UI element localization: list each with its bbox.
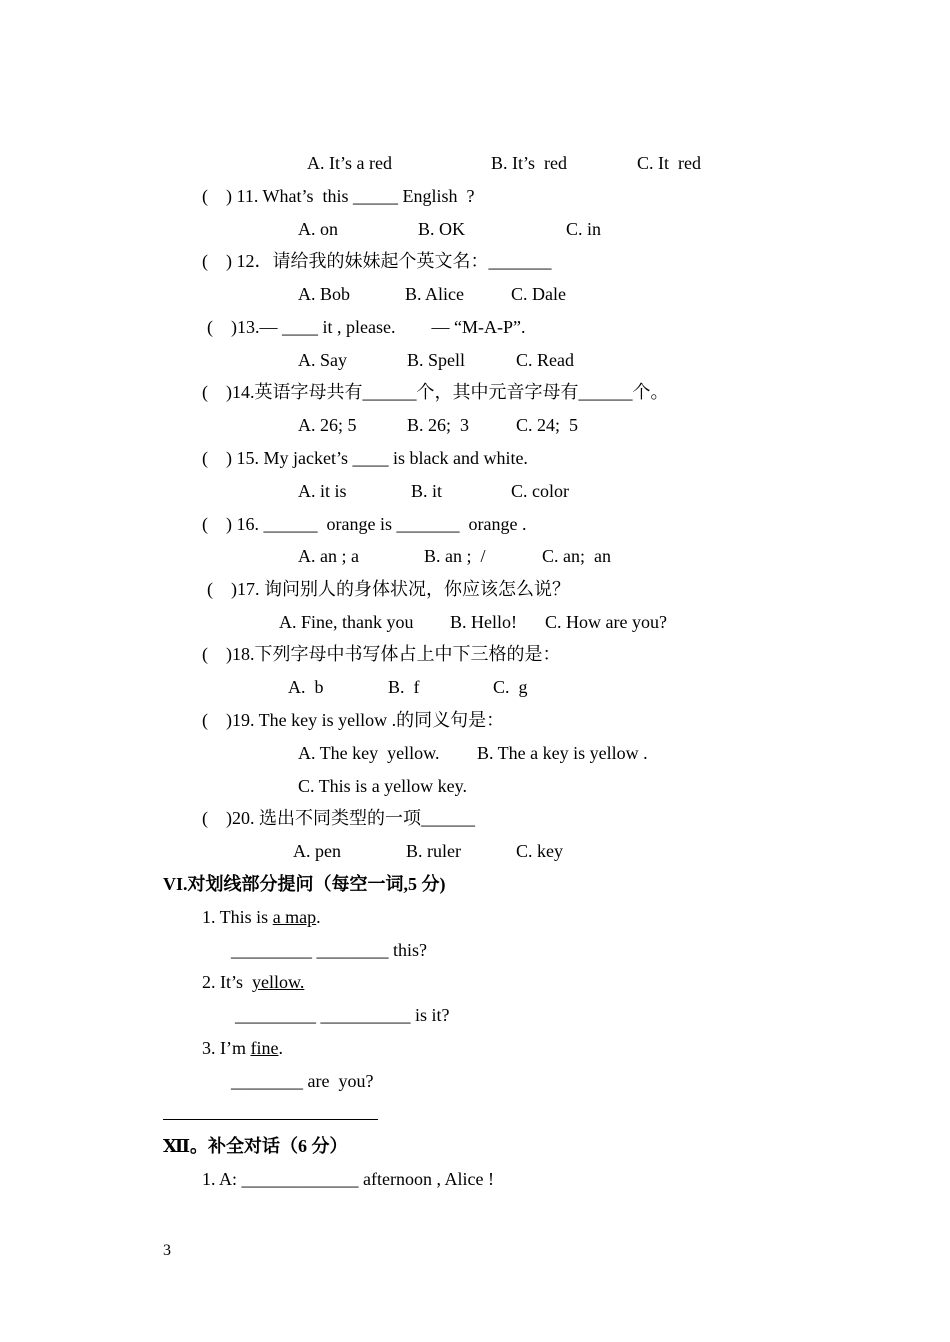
s6-item-1-underlined: a map	[272, 907, 317, 927]
s6-item-3-post: .	[278, 1038, 283, 1058]
s6-item-2-underlined: yellow.	[252, 972, 305, 992]
q16-option-c: C. an; an	[542, 546, 611, 566]
q18-option-a: A. b	[288, 677, 324, 697]
q13-option-c: C. Read	[516, 350, 574, 370]
q12-stem: ( ) 12．请给我的妹妹起个英文名：_______	[202, 251, 552, 271]
q10-option-b: B. It’s red	[491, 153, 567, 173]
q18-stem: ( )18.下列字母中书写体占上中下三格的是：	[202, 644, 561, 664]
q15-option-b: B. it	[411, 481, 443, 501]
q14-option-c: C. 24; 5	[516, 415, 579, 435]
q14-option-b: B. 26; 3	[407, 415, 470, 435]
s6-item-1-post: .	[316, 907, 321, 927]
q13-stem: ( )13.— ____ it , please. — “M-A-P”.	[207, 317, 526, 337]
q19-option-b: B. The a key is yellow .	[477, 743, 648, 763]
s12-item-1: 1. A: _____________ afternoon , Alice !	[202, 1169, 494, 1189]
q20-option-b: B. ruler	[406, 841, 461, 861]
q19-option-a: A. The key yellow.	[298, 743, 440, 763]
s6-item-1-pre: 1. This is	[202, 907, 273, 927]
s6-item-2	[202, 971, 304, 993]
q17-option-a: A. Fine, thank you	[279, 612, 414, 632]
q13-option-a: A. Say	[298, 350, 347, 370]
q11-option-b: B. OK	[418, 219, 466, 239]
q17-option-b: B. Hello!	[450, 612, 517, 632]
q11-option-c: C. in	[566, 219, 602, 239]
q12-option-a: A. Bob	[298, 284, 351, 304]
section-12-heading: Ⅻ。补全对话（6 分）	[163, 1136, 348, 1156]
q15-option-c: C. color	[511, 481, 569, 501]
q15-option-a: A. it is	[298, 481, 347, 501]
q16-option-a: A. an ; a	[298, 546, 359, 566]
q11-option-a: A. on	[298, 219, 338, 239]
q14-option-a: A. 26; 5	[298, 415, 357, 435]
section-6-heading: VI.对划线部分提问（每空一词,5 分)	[163, 874, 446, 894]
q15-stem: ( ) 15. My jacket’s ____ is black and white.	[202, 448, 528, 468]
s6-item-2-pre: 2. It’s	[202, 972, 253, 992]
q12-option-c: C. Dale	[511, 284, 566, 304]
q19-option-c: C. This is a yellow key.	[298, 776, 467, 796]
s6-item-3-answer: ________ are you?	[231, 1071, 374, 1091]
section-divider	[163, 1119, 378, 1120]
s6-item-3-underlined: fine	[250, 1038, 279, 1058]
q19-stem: ( )19. The key is yellow .的同义句是：	[202, 710, 505, 730]
s6-item-1-answer: _________ ________ this?	[231, 940, 427, 960]
q17-stem: ( )17. 询问别人的身体状况，你应该怎么说？	[207, 579, 570, 599]
q20-option-c: C. key	[516, 841, 563, 861]
q14-stem: ( )14.英语字母共有______个，其中元音字母有______个。	[202, 382, 669, 402]
s6-item-1	[202, 906, 321, 928]
q20-option-a: A. pen	[293, 841, 341, 861]
q16-option-b: B. an ; /	[424, 546, 486, 566]
q18-option-b: B. f	[388, 677, 420, 697]
q13-option-b: B. Spell	[407, 350, 466, 370]
q10-option-a: A. It’s a red	[307, 153, 392, 173]
q11-stem: ( ) 11. What’s this _____ English ?	[202, 186, 475, 206]
s6-item-2-answer: _________ __________ is it?	[235, 1005, 450, 1025]
q18-option-c: C. g	[493, 677, 528, 697]
page-number: 3	[163, 1242, 171, 1259]
q17-option-c: C. How are you?	[545, 612, 667, 632]
s6-item-3-pre: 3. I’m	[202, 1038, 251, 1058]
s6-item-3	[202, 1037, 283, 1059]
q16-stem: ( ) 16. ______ orange is _______ orange .	[202, 514, 527, 534]
q10-option-c: C. It red	[637, 153, 701, 173]
q12-option-b: B. Alice	[405, 284, 464, 304]
q20-stem: ( )20. 选出不同类型的一项______	[202, 808, 475, 828]
